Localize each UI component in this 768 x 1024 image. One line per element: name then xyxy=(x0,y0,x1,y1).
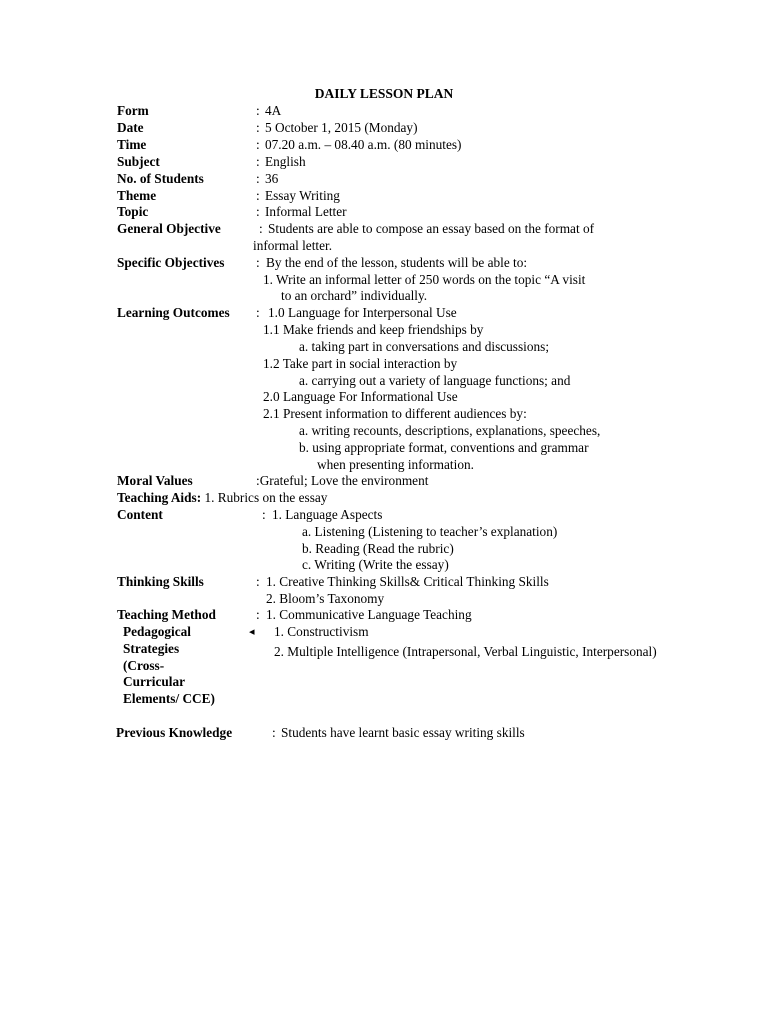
pedagogical-label-line: (Cross- xyxy=(123,658,165,673)
specific-objective-1: 1. Write an informal letter of 250 words on the topic “A visit xyxy=(263,272,586,287)
time-label: Time xyxy=(117,137,147,152)
thinking-skills-line: 2. Bloom’s Taxonomy xyxy=(266,591,385,606)
learning-outcomes-label: Learning Outcomes xyxy=(117,305,230,320)
content-line: 1. Language Aspects xyxy=(272,507,383,522)
previous-knowledge-value: Students have learnt basic essay writing skills xyxy=(281,725,525,740)
teaching-method-label: Teaching Method xyxy=(117,607,216,622)
topic-value: Informal Letter xyxy=(265,204,347,219)
learning-outcome-line: 2.0 Language For Informational Use xyxy=(263,389,458,404)
pedagogical-line: 2. Multiple Intelligence (Intrapersonal, Verbal Linguistic, Interpersonal) xyxy=(274,644,657,659)
previous-knowledge-label: Previous Knowledge xyxy=(116,725,233,740)
students-value: 36 xyxy=(265,171,279,186)
general-objective-sep: : xyxy=(259,221,263,236)
learning-outcome-line: 1.2 Take part in social interaction by xyxy=(263,356,458,371)
pedagogical-label-line: Curricular xyxy=(123,674,186,689)
teaching-aids-value: 1. Rubrics on the essay xyxy=(204,490,328,505)
learning-outcome-line: 1.1 Make friends and keep friendships by xyxy=(263,322,484,337)
form-value: 4A xyxy=(265,103,282,118)
form-label: Form xyxy=(117,103,149,118)
moral-values-label: Moral Values xyxy=(117,473,193,488)
content-line: b. Reading (Read the rubric) xyxy=(302,541,454,556)
learning-outcome-line: b. using appropriate format, conventions and grammar xyxy=(299,440,589,455)
pedagogical-label-line: Strategies xyxy=(123,641,180,656)
specific-objective-1-cont: to an orchard” individually. xyxy=(281,288,428,303)
specific-objectives-label: Specific Objectives xyxy=(117,255,225,270)
general-objective-label: General Objective xyxy=(117,221,221,236)
content-label: Content xyxy=(117,507,163,522)
students-sep: : xyxy=(256,171,260,186)
learning-outcome-line: 1.0 Language for Interpersonal Use xyxy=(268,305,457,320)
pedagogical-label-line: Pedagogical xyxy=(123,624,191,639)
content-line: a. Listening (Listening to teacher’s explanation) xyxy=(302,524,558,539)
teaching-aids-row xyxy=(117,490,327,507)
teaching-method-line: 1. Communicative Language Teaching xyxy=(266,607,472,622)
subject-label: Subject xyxy=(117,154,160,169)
teaching-aids-label: Teaching Aids: xyxy=(117,490,202,505)
learning-outcomes-sep: : xyxy=(256,305,260,320)
pedagogical-line: 1. Constructivism xyxy=(274,624,369,639)
thinking-skills-sep: : xyxy=(256,574,260,589)
form-sep: : xyxy=(256,103,260,118)
general-objective-line1: Students are able to compose an essay based on the format of xyxy=(268,221,595,236)
time-value: 07.20 a.m. – 08.40 a.m. (80 minutes) xyxy=(265,137,462,152)
theme-label: Theme xyxy=(117,188,157,203)
thinking-skills-line: 1. Creative Thinking Skills& Critical Thinking Skills xyxy=(266,574,549,589)
teaching-method-sep: : xyxy=(256,607,260,622)
previous-knowledge-sep: : xyxy=(272,725,276,740)
subject-sep: : xyxy=(256,154,260,169)
learning-outcome-line: a. carrying out a variety of language functions; and xyxy=(299,373,571,388)
time-sep: : xyxy=(256,137,260,152)
specific-objectives-intro: By the end of the lesson, students will be able to: xyxy=(266,255,528,270)
learning-outcome-line: a. taking part in conversations and discussions; xyxy=(299,339,550,354)
moral-values-value: :Grateful; Love the environment xyxy=(256,473,429,488)
specific-objectives-sep: : xyxy=(256,255,260,270)
date-value: 5 October 1, 2015 (Monday) xyxy=(265,120,418,135)
students-label: No. of Students xyxy=(117,171,204,186)
date-label: Date xyxy=(117,120,144,135)
pedagogical-sep: ◂ xyxy=(249,626,255,638)
learning-outcome-line: a. writing recounts, descriptions, explanations, speeches, xyxy=(299,423,601,438)
theme-sep: : xyxy=(256,188,260,203)
topic-sep: : xyxy=(256,204,260,219)
document-title: DAILY LESSON PLAN xyxy=(314,86,454,101)
content-sep: : xyxy=(262,507,266,522)
subject-value: English xyxy=(265,154,306,169)
learning-outcome-line: when presenting information. xyxy=(317,457,474,472)
date-sep: : xyxy=(256,120,260,135)
pedagogical-label-line: Elements/ CCE) xyxy=(123,691,215,706)
general-objective-line2: informal letter. xyxy=(253,238,333,253)
learning-outcome-line: 2.1 Present information to different audiences by: xyxy=(263,406,527,421)
topic-label: Topic xyxy=(117,204,149,219)
thinking-skills-label: Thinking Skills xyxy=(117,574,204,589)
theme-value: Essay Writing xyxy=(265,188,340,203)
content-line: c. Writing (Write the essay) xyxy=(302,557,449,572)
